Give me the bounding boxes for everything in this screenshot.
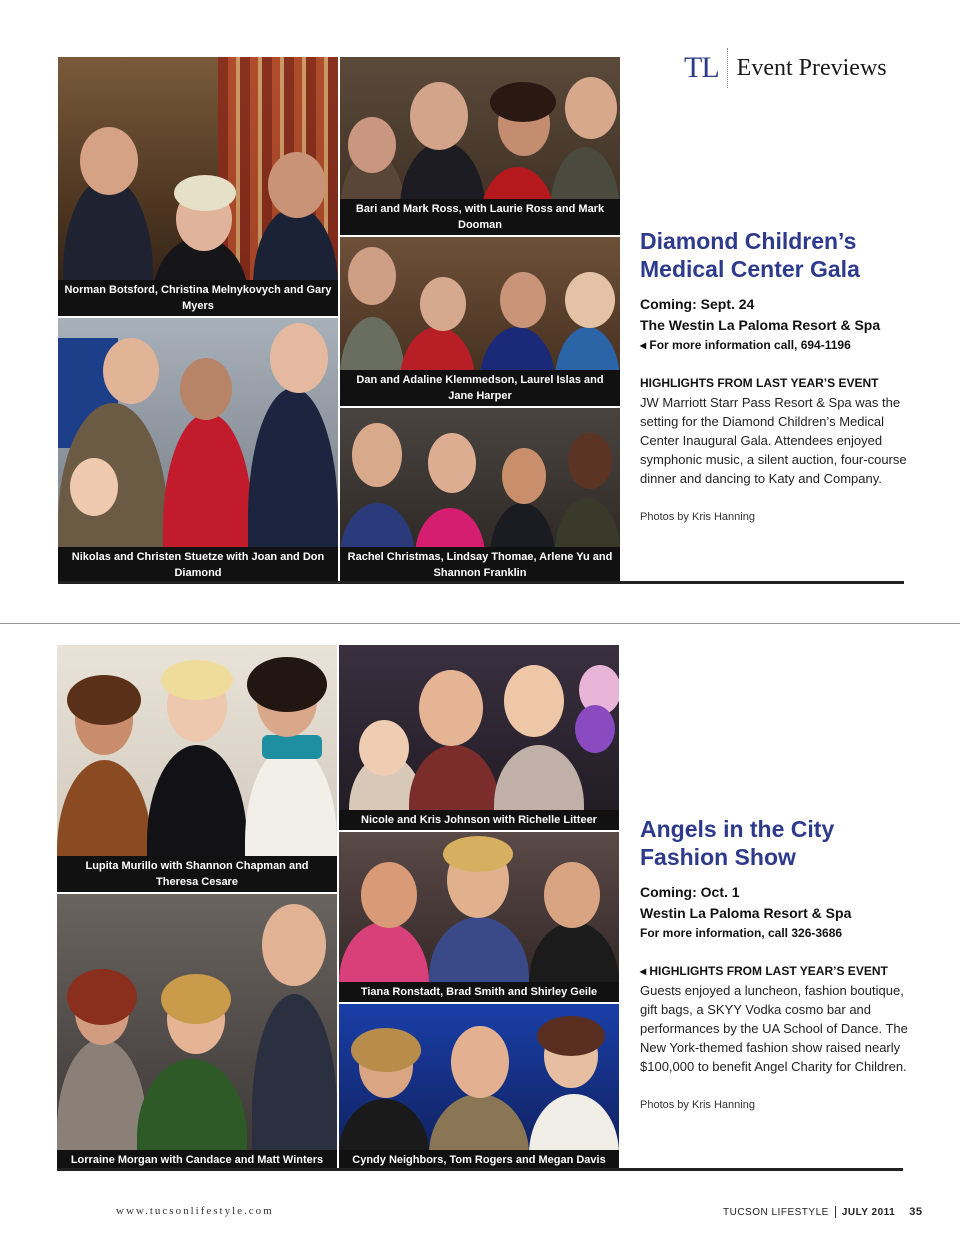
magazine-name: TUCSON LIFESTYLE (723, 1206, 829, 1218)
photo-lupita-murillo (57, 645, 337, 892)
photo-caption: Nikolas and Christen Stuetze with Joan and Don Diamond (58, 547, 338, 583)
event-info: For more information, call 326-3686 (640, 926, 843, 940)
photo-nicole-kris-johnson (339, 645, 619, 830)
photo-tiana-ronstadt (339, 832, 619, 1002)
event-venue: The Westin La Paloma Resort & Spa (640, 317, 881, 333)
footer-url[interactable]: www.tucsonlifestyle.com (116, 1205, 274, 1217)
photo-nikolas-christen-stuetze (58, 318, 338, 583)
header-divider (727, 48, 729, 88)
photo-caption: Lorraine Morgan with Candace and Matt Winters (57, 1150, 337, 1170)
page-divider (0, 623, 960, 624)
photo-dan-adaline-klemmedson (340, 237, 620, 406)
photo-caption: Rachel Christmas, Lindsay Thomae, Arlene Yu and Shannon Franklin (340, 547, 620, 583)
event-info: ◂ For more information call, 694-1196 (640, 338, 851, 352)
photo-caption: Tiana Ronstadt, Brad Smith and Shirley Geile (339, 982, 619, 1002)
section-rule (58, 581, 904, 584)
brand-mark: TL (684, 51, 719, 84)
photo-lorraine-morgan (57, 894, 337, 1170)
photo-norman-botsford (58, 57, 338, 316)
event-title-line1: Angels in the City (640, 816, 835, 842)
section-rule (57, 1168, 903, 1171)
section-header (684, 48, 887, 88)
event-title (640, 815, 834, 871)
photo-caption: Nicole and Kris Johnson with Richelle Litteer (339, 810, 619, 830)
photo-bari-mark-ross (340, 57, 620, 235)
event-description: Guests enjoyed a luncheon, fashion boutique, gift bags, a SKYY Vodka cosmo bar and performances by the UA School of Dance. The New York-themed fashion show raised nearly $100,000 to benefit Angel Charity for Children. (640, 983, 908, 1074)
highlights-heading: ◂ HIGHLIGHTS FROM LAST YEAR’S EVENT (640, 964, 888, 978)
event-title-line2: Medical Center Gala (640, 256, 860, 282)
event-title (640, 227, 860, 283)
photo-caption: Lupita Murillo with Shannon Chapman and Theresa Cesare (57, 856, 337, 892)
photo-credit: Photos by Kris Hanning (640, 1099, 755, 1111)
photo-caption: Dan and Adaline Klemmedson, Laurel Islas and Jane Harper (340, 370, 620, 406)
event-title-line2: Fashion Show (640, 844, 796, 870)
section-title: Event Previews (736, 55, 887, 81)
event-date: Coming: Sept. 24 (640, 296, 755, 312)
photo-caption: Norman Botsford, Christina Melnykovych and Gary Myers (58, 280, 338, 316)
event-venue: Westin La Paloma Resort & Spa (640, 905, 852, 921)
event-date: Coming: Oct. 1 (640, 884, 740, 900)
highlights-heading: HIGHLIGHTS FROM LAST YEAR’S EVENT (640, 376, 879, 390)
issue-date: JULY 2011 (841, 1206, 896, 1218)
page-number: 35 (909, 1206, 923, 1218)
folio-divider (835, 1206, 836, 1218)
photo-credit: Photos by Kris Hanning (640, 511, 755, 523)
photo-cyndy-neighbors (339, 1004, 619, 1170)
footer-folio (723, 1206, 923, 1218)
event-title-line1: Diamond Children’s (640, 228, 857, 254)
photo-caption: Cyndy Neighbors, Tom Rogers and Megan Davis (339, 1150, 619, 1170)
photo-caption: Bari and Mark Ross, with Laurie Ross and Mark Dooman (340, 199, 620, 235)
photo-rachel-christmas (340, 408, 620, 583)
event-description: JW Marriott Starr Pass Resort & Spa was the setting for the Diamond Children’s Medical Center Inaugural Gala. Attendees enjoyed symphonic music, a silent auction, four-course dinner and dancing to Katy and Company. (640, 395, 907, 486)
